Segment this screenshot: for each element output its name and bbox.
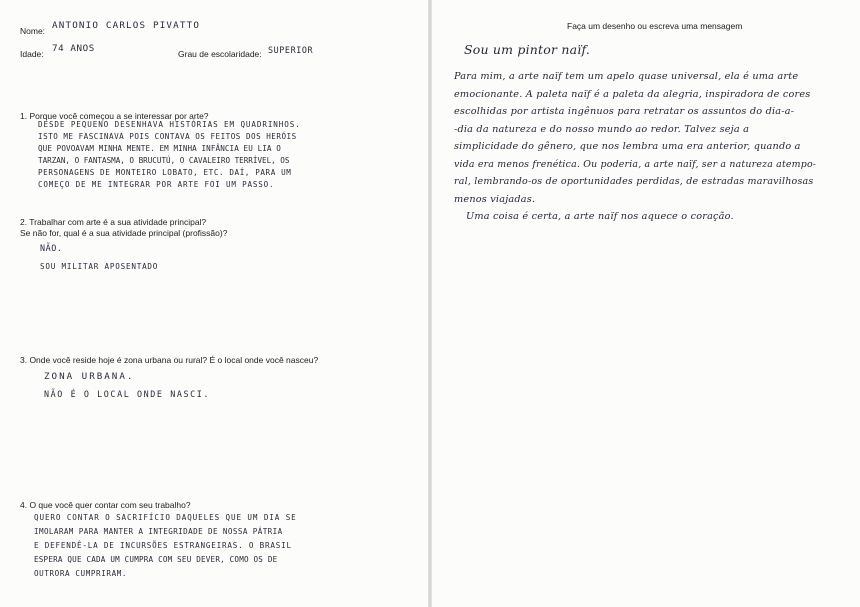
message-line: -dia da natureza e do nosso mundo ao redor. Talvez seja a — [454, 123, 750, 135]
answer-1-line: PERSONAGENS DE MONTEIRO LOBATO, ETC. DAÍ, PARA UM — [38, 168, 292, 177]
message-line: emocionante. A paleta naïf é a paleta da alegria, inspiradora de cores — [454, 88, 811, 100]
answer-1-line: TARZAN, O FANTASMA, O BRUCUTÚ, O CAVALEIRO TERRÍVEL, OS — [38, 156, 290, 165]
question-2-line-1: 2. Trabalhar com arte é a sua atividade principal? — [20, 217, 207, 227]
question-4: 4. O que você quer contar com seu trabalho? — [20, 500, 191, 510]
age-label: Idade: — [20, 49, 44, 59]
message-line: Uma coisa é certa, a arte naïf nos aquece o coração. — [466, 211, 734, 222]
answer-1 — [38, 120, 301, 189]
question-3: 3. Onde você reside hoje é zona urbana ou rural? É o local onde você nasceu? — [20, 355, 319, 365]
answer-4-line: IMOLARAM PARA MANTER A INTEGRIDADE DE NOSSA PÁTRIA — [34, 527, 283, 536]
answer-2-line: NÃO. — [40, 243, 63, 253]
answer-1-line: ISTO ME FASCINAVA POIS CONTAVA OS FEITOS DOS HERÓIS — [38, 132, 297, 141]
answer-3-line: NÃO É O LOCAL ONDE NASCI. — [44, 389, 211, 399]
answer-1-line: QUE POVOAVAM MINHA MENTE. EM MINHA INFÂNCIA EU LIA O — [38, 144, 281, 153]
answer-4 — [34, 513, 297, 578]
answer-3-line: ZONA URBANA. — [44, 371, 135, 382]
question-2-line-2: Se não for, qual é a sua atividade principal (profissão)? — [20, 228, 228, 238]
schooling-value: SUPERIOR — [268, 45, 314, 55]
message-title: Sou um pintor naïf. — [464, 42, 590, 57]
answer-4-line: QUERO CONTAR O SACRIFÍCIO DAQUELES QUE UM DIA SE — [34, 513, 297, 522]
answer-4-line: OUTRORA CUMPRIRAM. — [34, 569, 128, 578]
right-page — [432, 0, 860, 607]
answer-4-line: ESPERA QUE CADA UM CUMPRA COM SEU DEVER, COMO OS DE — [34, 555, 278, 564]
age-value: 74 ANOS — [52, 43, 95, 54]
answer-2-line: SOU MILITAR APOSENTADO — [40, 262, 159, 271]
answer-1-line: DESDE PEQUENO DESENHAVA HISTÓRIAS EM QUADRINHOS. — [38, 120, 301, 129]
message-body — [454, 71, 816, 222]
message-line: vida era menos frenética. Ou poderia, a arte naïf, ser a natureza atempo- — [454, 158, 817, 170]
answer-4-line: E DEFENDÊ-LA DE INCURSÕES ESTRANGEIRAS. O BRASIL — [34, 541, 292, 550]
message-line: menos viajadas. — [454, 193, 536, 205]
message-line: escolhidas por artista ingênuos para retratar os assuntos do dia-a- — [454, 106, 795, 117]
message-line: simplicidade do gênero, que nos lembra uma era anterior, quando a — [454, 141, 801, 152]
name-value: ANTONIO CARLOS PIVATTO — [52, 20, 201, 31]
message-line: ral, lembrando-os de oportunidades perdidas, de estradas maravilhosas — [454, 176, 814, 187]
left-page — [0, 0, 428, 607]
message-line: Para mim, a arte naïf tem um apelo quase universal, ela é uma arte — [454, 71, 799, 82]
answer-1-line: COMEÇO DE ME INTEGRAR POR ARTE FOI UM PASSO. — [38, 180, 275, 189]
schooling-label: Grau de escolaridade: — [178, 49, 262, 59]
drawing-prompt: Faça um desenho ou escreva uma mensagem — [567, 21, 743, 31]
question-1: 1. Porque você começou a se interessar por arte? — [20, 111, 209, 121]
name-label: Nome: — [20, 26, 46, 36]
